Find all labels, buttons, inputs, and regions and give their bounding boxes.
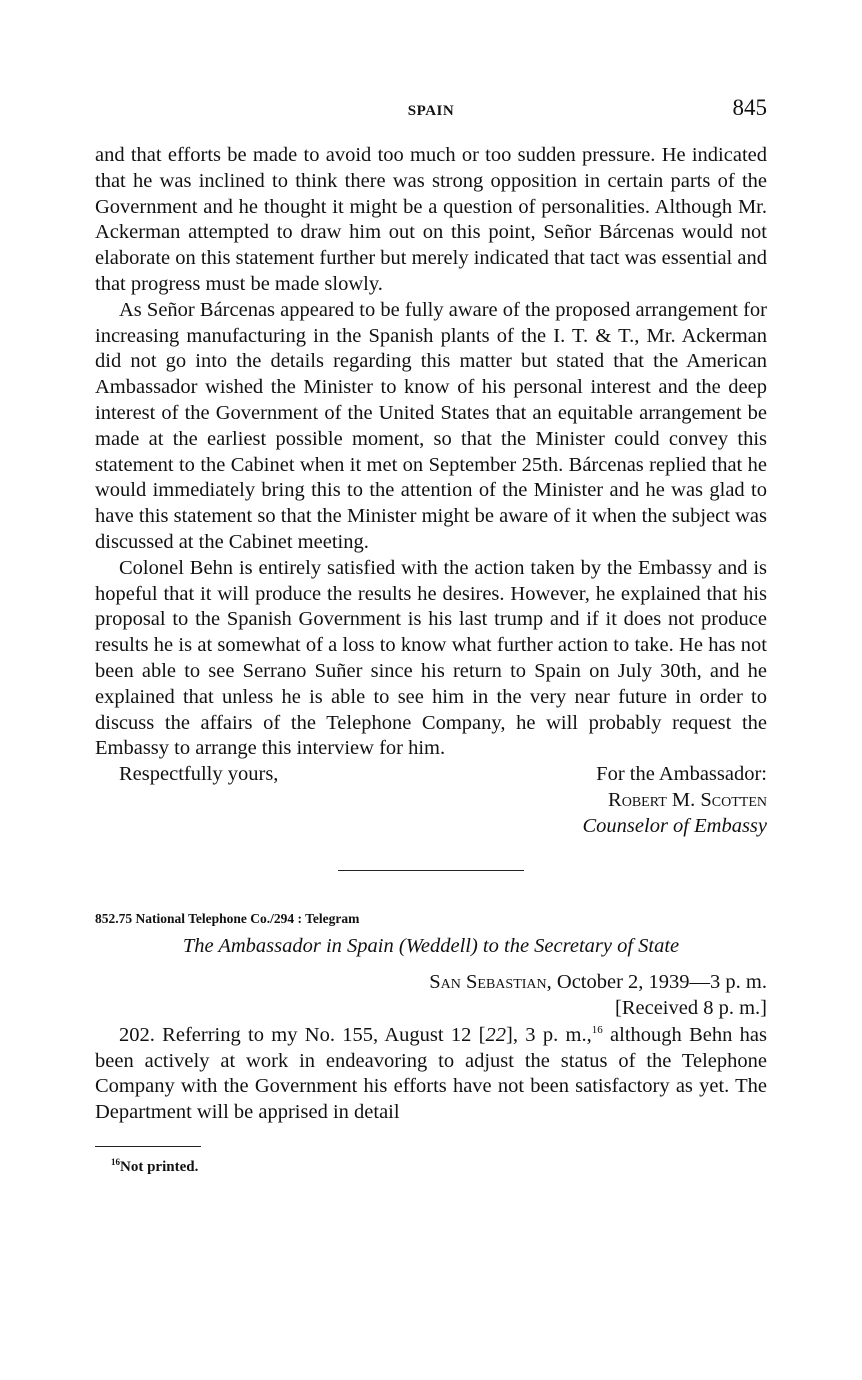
date-time: , October 2, 1939—3 p. m. (546, 971, 767, 994)
complimentary-close: Respectfully yours, (119, 763, 279, 786)
telegram-correction: 22 (485, 1023, 507, 1046)
footnote (111, 1159, 767, 1176)
letter-paragraph-1: and that efforts be made to avoid too much or too sudden pressure. He indicated that he was inclined to think there was strong opposition in certain parts of the Government and he thought it might be a question of personalities. Although Mr. Ackerman attempted to draw him out on this point, Señor Bárcenas would not elaborate on this statement further but merely indicated that tact was essential and that progress must be made slowly. (95, 144, 767, 295)
footnote-divider (95, 1146, 201, 1147)
telegram-paragraph (95, 1023, 767, 1126)
letter-paragraph-3: Colonel Behn is entirely satisfied with the action taken by the Embassy and is hopeful that it will produce the results he desires. However, he explained that his proposal to the Spanish Government is his last trump and if it does not produce results he is at somewhat of a loss to know what further action to take. He has not been able to see Serrano Suñer since his return to Spain on July 30th, and he explained that unless he is able to see him in the very near future in order to discuss the affairs of the Telephone Company, he will probably request the Embassy to arrange this interview for him. (95, 556, 767, 760)
telegram-text-end: although Behn has been actively at work in endeavoring to adjust the status of the Telephone Company with the Government his efforts have not been satisfactory as yet. The Department will be apprised in detail (95, 1023, 767, 1124)
place-name: San Sebastian (429, 971, 547, 994)
footnote-marker: 16 (111, 1157, 120, 1168)
footnote-reference: 16 (591, 1023, 603, 1036)
place-date-line (95, 970, 767, 996)
file-reference: 852.75 National Telephone Co./294 : Telegram (95, 911, 360, 927)
telegram-text-start: 202. Referring to my No. 155, August 12 [ (119, 1023, 486, 1046)
for-ambassador-line: For the Ambassador: (596, 763, 767, 786)
footnote-text: Not printed. (120, 1159, 199, 1176)
signer-title: Counselor of Embassy (582, 814, 767, 837)
received-line: [Received 8 p. m.] (615, 996, 767, 1019)
running-head: SPAIN (407, 103, 455, 119)
telegram-text-mid: ], 3 p. m., (506, 1023, 592, 1046)
document-page (95, 95, 767, 1176)
letter-closing (95, 762, 767, 840)
signature-block (583, 762, 768, 839)
page-header (95, 95, 767, 125)
section-divider (338, 870, 524, 871)
dateline (95, 970, 767, 1022)
letter-body (95, 143, 767, 762)
letter-paragraph-2: As Señor Bárcenas appeared to be fully aware of the proposed arrangement for increasing manufacturing in the Spanish plants of the I. T. & T., Mr. Ackerman did not go into the details regarding this matter but stated that the American Ambassador wished the Minister to know of his personal interest and the deep interest of the Government of the United States that an equitable arrangement be made at the earliest possible moment, so that the Minister could convey this statement to the Cabinet when it met on September 25th. Bárcenas replied that he would immediately bring this to the attention of the Minister and he was glad to have this statement so that the Minister might be aware of it when the subject was discussed at the Cabinet meeting. (95, 298, 767, 553)
signer-name: Robert M. Scotten (608, 788, 767, 811)
document-title: The Ambassador in Spain (Weddell) to the Secretary of State (182, 935, 680, 958)
page-number: 845 (732, 95, 767, 120)
